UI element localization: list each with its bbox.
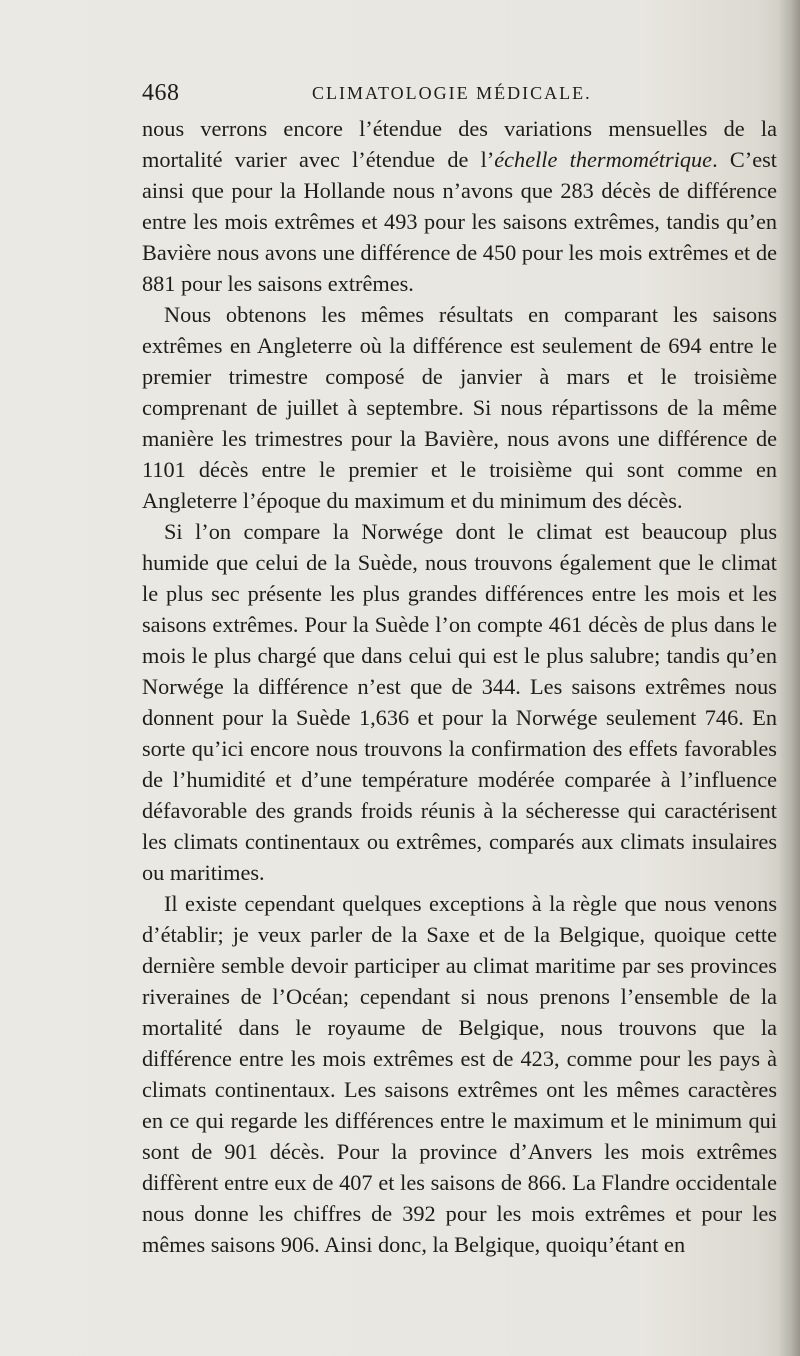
paragraph-1-text-start: nous verrons encore l’étendue des variations mensuelles de la mortalité varier avec l’étendue de l’ [142, 116, 777, 172]
running-title: CLIMATOLOGIE MÉDICALE. [312, 83, 592, 103]
paragraph-1 [142, 113, 777, 299]
paragraph-2: Nous obtenons les mêmes résultats en comparant les saisons extrêmes en Angleterre où la différence est seulement de 694 entre le premier trimestre composé de janvier à mars et le troisième comprenant de juillet à septembre. Si nous répartissons de la même manière les trimestres pour la Bavière, nous avons une différence de 1101 décès entre le premier et le troisième qui sont comme en Angleterre l’époque du maximum et du minimum des décès. [142, 302, 777, 513]
paragraph-1-text-end: . C’est ainsi que pour la Hollande nous n’avons que 283 décès de différence entre les mois extrêmes et 493 pour les saisons extrêmes, tandis qu’en Bavière nous avons une différence de 450 pour les mois extrêmes et de 881 pour les saisons extrêmes. [142, 147, 777, 296]
paragraph-4: Il existe cependant quelques exceptions à la règle que nous venons d’établir; je veux parler de la Saxe et de la Belgique, quoique cette dernière semble devoir participer au climat maritime par ses provinces riveraines de l’Océan; cependant si nous prenons l’ensemble de la mortalité dans le royaume de Belgique, nous trouvons que la différence entre les mois extrêmes est de 423, comme pour les pays à climats continentaux. Les saisons extrêmes ont les mêmes caractères en ce qui regarde les différences entre le maximum et le minimum qui sont de 901 décès. Pour la province d’Anvers les mois extrêmes diffèrent entre eux de 407 et les saisons de 866. La Flandre occidentale nous donne les chiffres de 392 pour les mois extrêmes et pour les mêmes saisons 906. Ainsi donc, la Belgique, quoiqu’étant en [142, 891, 777, 1257]
page-edge-shadow [778, 0, 800, 1356]
body-text [142, 113, 777, 1260]
paragraph-3: Si l’on compare la Norwége dont le climat est beaucoup plus humide que celui de la Suède, nous trouvons également que le climat le plus sec présente les plus grandes différences entre les mois et les saisons extrêmes. Pour la Suède l’on compte 461 décès de plus dans le mois le plus chargé que dans celui qui est le plus salubre; tandis qu’en Norwége la différence n’est que de 344. Les saisons extrêmes nous donnent pour la Suède 1,636 et pour la Norwége seulement 746. En sorte qu’ici encore nous trouvons la confirmation des effets favorables de l’humidité et d’une température modérée comparée à l’influence défavorable des grands froids réunis à la sécheresse qui caractérisent les climats continentaux ou extrêmes, comparés aux climats insulaires ou maritimes. [142, 519, 777, 885]
page-number: 468 [142, 80, 180, 106]
italic-term: échelle thermométrique [494, 147, 713, 172]
page-header [142, 80, 772, 110]
